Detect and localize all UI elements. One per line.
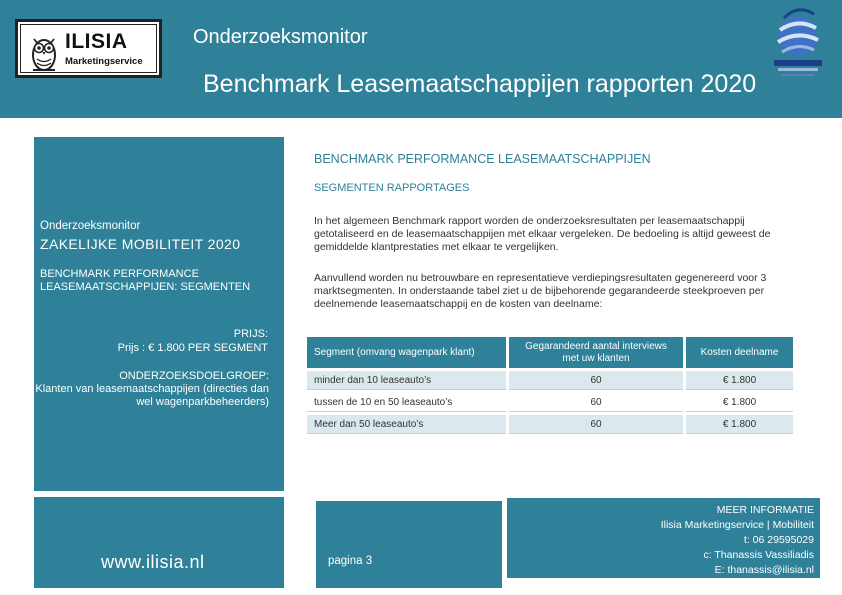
table-row	[307, 393, 793, 412]
segment-paragraph: Aanvullend worden nu betrouwbare en representatieve verdiepingsresultaten gegenereerd voor 3 marktsegmenten. In onderstaande tabel ziet u de bijbehorende gegarandeerde steekproeven per deelnemende leasemaatschappij en de kosten van deelname:	[314, 272, 767, 310]
intro-paragraph: In het algemeen Benchmark rapport worden de onderzoeksresultaten per leasemaatschappij getotaliseerd en de leasemaatschappijen met elkaar vergeleken. De bedoeling is altijd geweest de gemiddelde klantprestaties met elkaar te vergelijken.	[314, 215, 771, 253]
left-section-title: BENCHMARK PERFORMANCE LEASEMAATSCHAPPIJEN: SEGMENTEN	[40, 268, 251, 293]
left-heading: ZAKELIJKE MOBILITEIT 2020	[40, 236, 241, 252]
logo-name: ILISIA	[65, 30, 128, 53]
globe-icon	[770, 4, 826, 80]
contact-info	[594, 503, 814, 578]
left-info-panel	[34, 137, 284, 491]
target-label: ONDERZOEKSDOELGROEP:	[119, 370, 269, 382]
main-title: BENCHMARK PERFORMANCE LEASEMAATSCHAPPIJEN	[314, 152, 651, 166]
header-band	[0, 0, 842, 118]
costs-cell: € 1.800	[686, 415, 793, 434]
owl-icon	[29, 31, 59, 73]
table-row	[307, 415, 793, 434]
table-header-row	[307, 337, 793, 368]
costs-cell: € 1.800	[686, 371, 793, 390]
costs-cell: € 1.800	[686, 393, 793, 412]
segment-cell: minder dan 10 leaseauto’s	[307, 371, 506, 390]
page-number-panel	[316, 501, 502, 588]
info-company: Ilisia Marketingservice | Mobiliteit	[660, 519, 814, 531]
header-subtitle: Onderzoeksmonitor	[193, 26, 368, 48]
price-value: Prijs : € 1.800 PER SEGMENT	[117, 342, 268, 354]
info-email[interactable]: E: thanassis@ilisia.nl	[714, 564, 814, 576]
website-link[interactable]: www.ilisia.nl	[101, 552, 205, 572]
interviews-cell: 60	[509, 415, 683, 434]
page-number: pagina 3	[328, 555, 373, 567]
segment-cell: Meer dan 50 leaseauto’s	[307, 415, 506, 434]
info-contact: c: Thanassis Vassiliadis	[703, 549, 814, 561]
target-block	[29, 370, 269, 409]
price-block	[28, 327, 268, 355]
page-title: Benchmark Leasemaatschappijen rapporten 2020	[203, 70, 757, 98]
pricing-table	[307, 337, 793, 437]
info-phone: t: 06 29595029	[743, 534, 814, 546]
interviews-cell: 60	[509, 371, 683, 390]
table-row	[307, 371, 793, 390]
website-panel	[34, 497, 284, 588]
price-label: PRIJS:	[233, 328, 268, 340]
header-interviews: Gegarandeerd aantal interviews met uw klanten	[509, 337, 683, 368]
segment-cell: tussen de 10 en 50 leaseauto’s	[307, 393, 506, 412]
header-costs: Kosten deelname	[686, 337, 793, 368]
header-segment: Segment (omvang wagenpark klant)	[307, 337, 506, 368]
main-subtitle: SEGMENTEN RAPPORTAGES	[314, 182, 470, 194]
info-title: MEER INFORMATIE	[716, 504, 814, 516]
left-label: Onderzoeksmonitor	[40, 220, 141, 232]
logo-subtitle: Marketingservice	[65, 56, 143, 67]
target-value: Klanten van leasemaatschappijen (directies dan wel wagenparkbeheerders)	[35, 383, 269, 408]
ilisia-logo[interactable]	[15, 19, 162, 78]
interviews-cell: 60	[509, 393, 683, 412]
